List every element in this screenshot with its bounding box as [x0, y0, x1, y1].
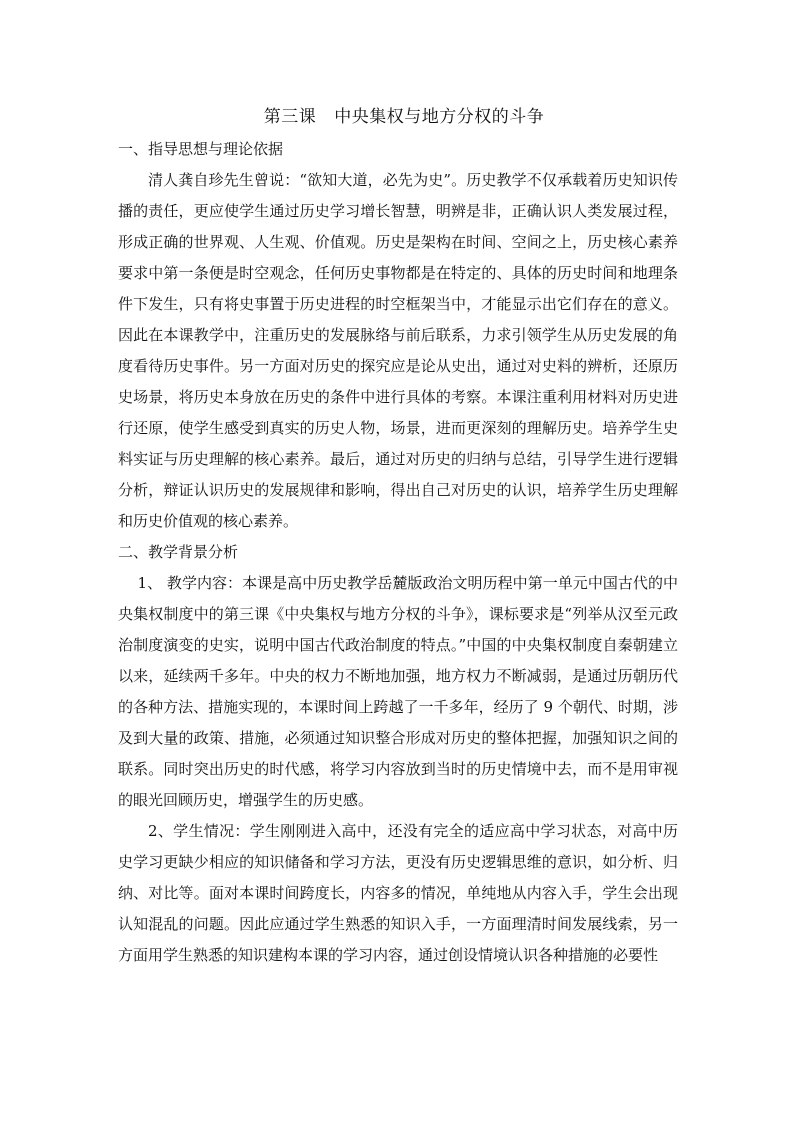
section-heading-background: 二、教学背景分析	[118, 543, 239, 561]
document-title	[118, 100, 678, 134]
title-lesson-number: 第三课	[263, 107, 317, 127]
document-body	[118, 100, 678, 971]
title-lesson-name: 中央集权与地方分权的斗争	[334, 107, 545, 127]
paragraph-guiding-ideas: 清人龚自珍先生曾说：“欲知大道，必先为史”。历史教学不仅承载着历史知识传播的责任，更应使学生通过历史学习增长智慧，明辨是非，正确认识人类发展过程，形成正确的世界观、人生观、价值观。历史是架构在时间、空间之上，历史核心素养要求中第一条便是时空观念，任何历史事物都是在特定的、具体的历史时间和地理条件下发生，只有将史事置于历史进程的时空框架当中，才能显示出它们存在的意义。因此在本课教学中，注重历史的发展脉络与前后联系，力求引领学生从历史发展的角度看待历史事件。另一方面对历史的探究应是论从史出，通过对史料的辨析，还原历史场景，将历史本身放在历史的条件中进行具体的考察。本课注重利用材料对历史进行还原，使学生感受到真实的历史人物，场景，进而更深刻的理解历史。培养学生史料实证与历史理解的核心素养。最后，通过对历史的归纳与总结，引导学生进行逻辑分析，辩证认识历史的发展规律和影响，得出自己对历史的认识，培养学生历史理解和历史价值观的核心素养。	[118, 171, 678, 530]
paragraph-teaching-content: 1、 教学内容：本课是高中历史教学岳麓版政治文明历程中第一单元中国古代的中央集权制度中的第三课《中央集权与地方分权的斗争》，课标要求是“列举从汉至元政治制度演变的史实，说明中国古代政治制度的特点。”中国的中央集权制度自秦朝建立以来，延续两千多年。中央的权力不断地加强，地方权力不断减弱，是通过历朝历代的各种方法、措施实现的，本课时间上跨越了一千多年，经历了 9 个朝代、时期，涉及到大量的政策、措施，必须通过知识整合形成对历史的整体把握，加强知识之间的联系。同时突出历史的时代感，将学习内容放到当时的历史情境中去，而不是用审视的眼光回顾历史，增强学生的历史感。	[118, 574, 678, 809]
paragraph-student-situation: 2、学生情况：学生刚刚进入高中，还没有完全的适应高中学习状态，对高中历史学习更缺少相应的知识储备和学习方法，更没有历史逻辑思维的意识，如分析、归纳、对比等。面对本课时间跨度长，内容多的情况，单纯地从内容入手，学生会出现认知混乱的问题。因此应通过学生熟悉的知识入手，一方面理清时间发展线索，另一方面用学生熟悉的知识建构本课的学习内容，通过创设情境认识各种措施的必要性	[118, 822, 678, 964]
section-heading-guiding-ideas: 一、指导思想与理论依据	[118, 140, 284, 158]
